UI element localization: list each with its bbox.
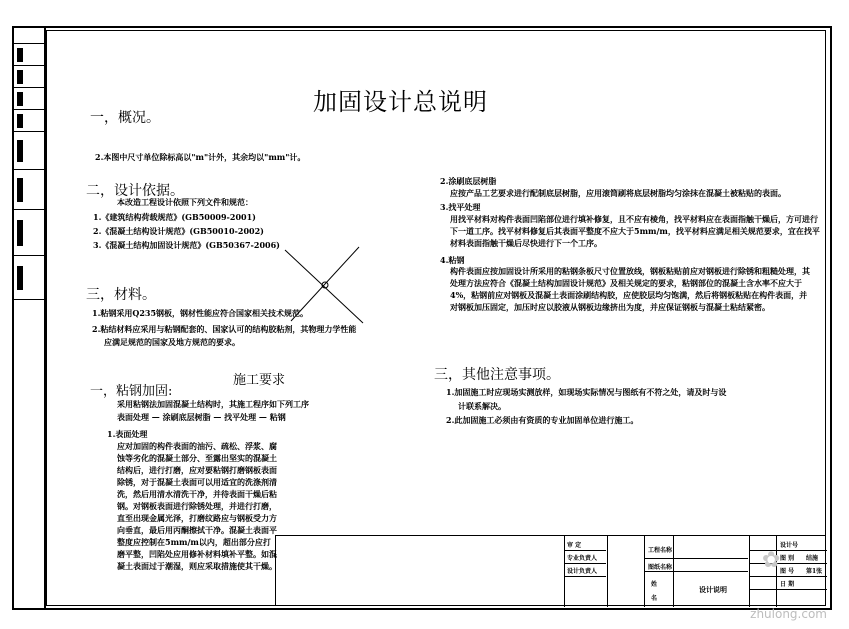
right-paragraph: 构件表面应按加固设计所采用的粘钢条板尺寸位置放线，钢板粘贴前应对钢板进行除锈和粗糙处理，其处理方法应符合《混凝土结构加固设计规范》及相关规定的要求，粘钢部位的混凝土含水率不应大于4%，粘钢前应对钢板及混凝土表面涂刷结构胶，应使胶层均匀饱满，然后将钢板粘贴在构件表面，并对钢板加压固定，加压时应以胶液从钢板边缘挤出为度，并应保证钢板与混凝土粘结紧密。 xyxy=(450,266,810,312)
tb-stack: 姓 xyxy=(651,581,658,588)
strip-cell xyxy=(12,44,44,66)
tb-label: 图纸名称 xyxy=(648,564,673,571)
basis-intro: 本改造工程设计依照下列文件和规范： xyxy=(117,197,253,207)
tb-label: 日 期 xyxy=(780,581,795,588)
binding-strip xyxy=(12,26,46,610)
tb-label: 设计号 xyxy=(780,542,799,549)
section-basis-heading: 二，设计依据。 xyxy=(86,183,184,199)
watermark-logo-icon: ✿ xyxy=(762,548,781,573)
materials-line: 1.粘钢采用Q235钢板，钢材性能应符合国家相关技术规范。 xyxy=(92,308,309,318)
right-item: 3.找平处理 xyxy=(440,202,481,212)
tb-label: 图 别 xyxy=(780,555,795,562)
other-line: 2.此加固施工必须由有资质的专业加固单位进行施工。 xyxy=(446,415,639,425)
section-overview-heading: 一，概况。 xyxy=(90,110,160,126)
construction-line: 采用粘钢法加固混凝土结构时，其施工程序如下列工序 xyxy=(117,399,309,409)
strip-cell xyxy=(12,26,44,44)
tb-value: 结施 xyxy=(806,555,819,562)
section-other-heading: 三，其他注意事项。 xyxy=(434,367,560,383)
right-item: 2.涂刷底层树脂 xyxy=(440,176,497,186)
other-line: 1.加固施工时应现场实测放样，如现场实际情况与图纸有不符之处，请及时与设 xyxy=(446,387,727,397)
tb-label: 设计负责人 xyxy=(567,568,598,575)
basis-item: 3.《混凝土结构加固设计规范》(GB50367-2006) xyxy=(93,240,280,250)
materials-line: 2.粘结材料应采用与粘钢配套的、国家认可的结构胶粘剂，其物理力学性能 xyxy=(92,324,357,334)
strip-cell xyxy=(12,110,44,132)
construction-subheading: 一，粘钢加固: xyxy=(90,384,173,399)
section-materials-heading: 三，材料。 xyxy=(86,287,156,303)
strip-cell xyxy=(12,210,44,256)
title-block xyxy=(275,535,826,606)
strip-cell xyxy=(12,170,44,210)
basis-item: 1.《建筑结构荷载规范》(GB50009-2001) xyxy=(93,212,256,222)
other-line: 计联系解决。 xyxy=(458,401,506,411)
materials-line: 应满足规范的国家及地方规范的要求。 xyxy=(104,337,240,347)
tb-value: 第1张 xyxy=(806,568,823,575)
construction-item: 1.表面处理 xyxy=(107,429,148,439)
strip-cell xyxy=(12,88,44,110)
right-paragraph: 应按产品工艺要求进行配制底层树脂，应用滚筒刷将底层树脂均匀涂抹在混凝土被粘贴的表面。 xyxy=(450,188,786,198)
strip-cell xyxy=(12,256,44,300)
tb-label: 图 号 xyxy=(780,568,795,575)
tb-drawing-name: 设计说明 xyxy=(699,585,727,594)
basis-item: 2.《混凝土结构设计规范》(GB50010-2002) xyxy=(93,226,264,236)
overview-line: 2.本图中尺寸单位除标高以"m"计外，其余均以"mm"计。 xyxy=(95,152,306,162)
tb-label: 专业负责人 xyxy=(567,555,598,562)
tb-label: 工程名称 xyxy=(648,547,673,554)
construction-paragraph: 应对加固的构件表面的油污、疏松、浮浆、腐蚀等劣化的混凝土部分、至露出坚实的混凝土结构后，进行打磨，应对要粘钢打磨钢板表面除锈，对于混凝土表面可以用适宜的洗涤剂清洗，然后用清水清洗干净，并待表面干燥后粘钢。对钢板表面进行除锈处理，并进行打磨，直至出现金属光泽，打磨纹路应与钢板受力方向垂直，最后用丙酮擦拭干净。混凝土表面平整度应控制在5mm/m以内，超出部分应打磨平整，凹陷处应用修补材料填补平整。如混凝土表面过于潮湿，则应采取措施使其干燥。 xyxy=(117,441,277,571)
construction-heading: 施工要求 xyxy=(233,373,286,388)
construction-line: 表面处理 — 涂刷底层树脂 — 找平处理 — 粘钢 xyxy=(117,412,286,422)
right-item: 4.粘钢 xyxy=(440,255,465,265)
watermark-text: zhulong.com xyxy=(750,607,827,621)
tb-label: 审 定 xyxy=(567,542,582,549)
page-title: 加固设计总说明 xyxy=(313,88,488,116)
strip-cell xyxy=(12,132,44,170)
tb-stack: 名 xyxy=(651,595,658,602)
right-paragraph: 用找平材料对构件表面凹陷部位进行填补修复，且不应有棱角，找平材料应在表面指触干燥后，方可进行下一道工序。找平材料修复后其表面平整度不应大于5mm/m，找平材料应满足相关规范要求，宜在找平材料表面指触干燥后尽快进行下一个工序。 xyxy=(450,214,820,248)
strip-cell xyxy=(12,66,44,88)
